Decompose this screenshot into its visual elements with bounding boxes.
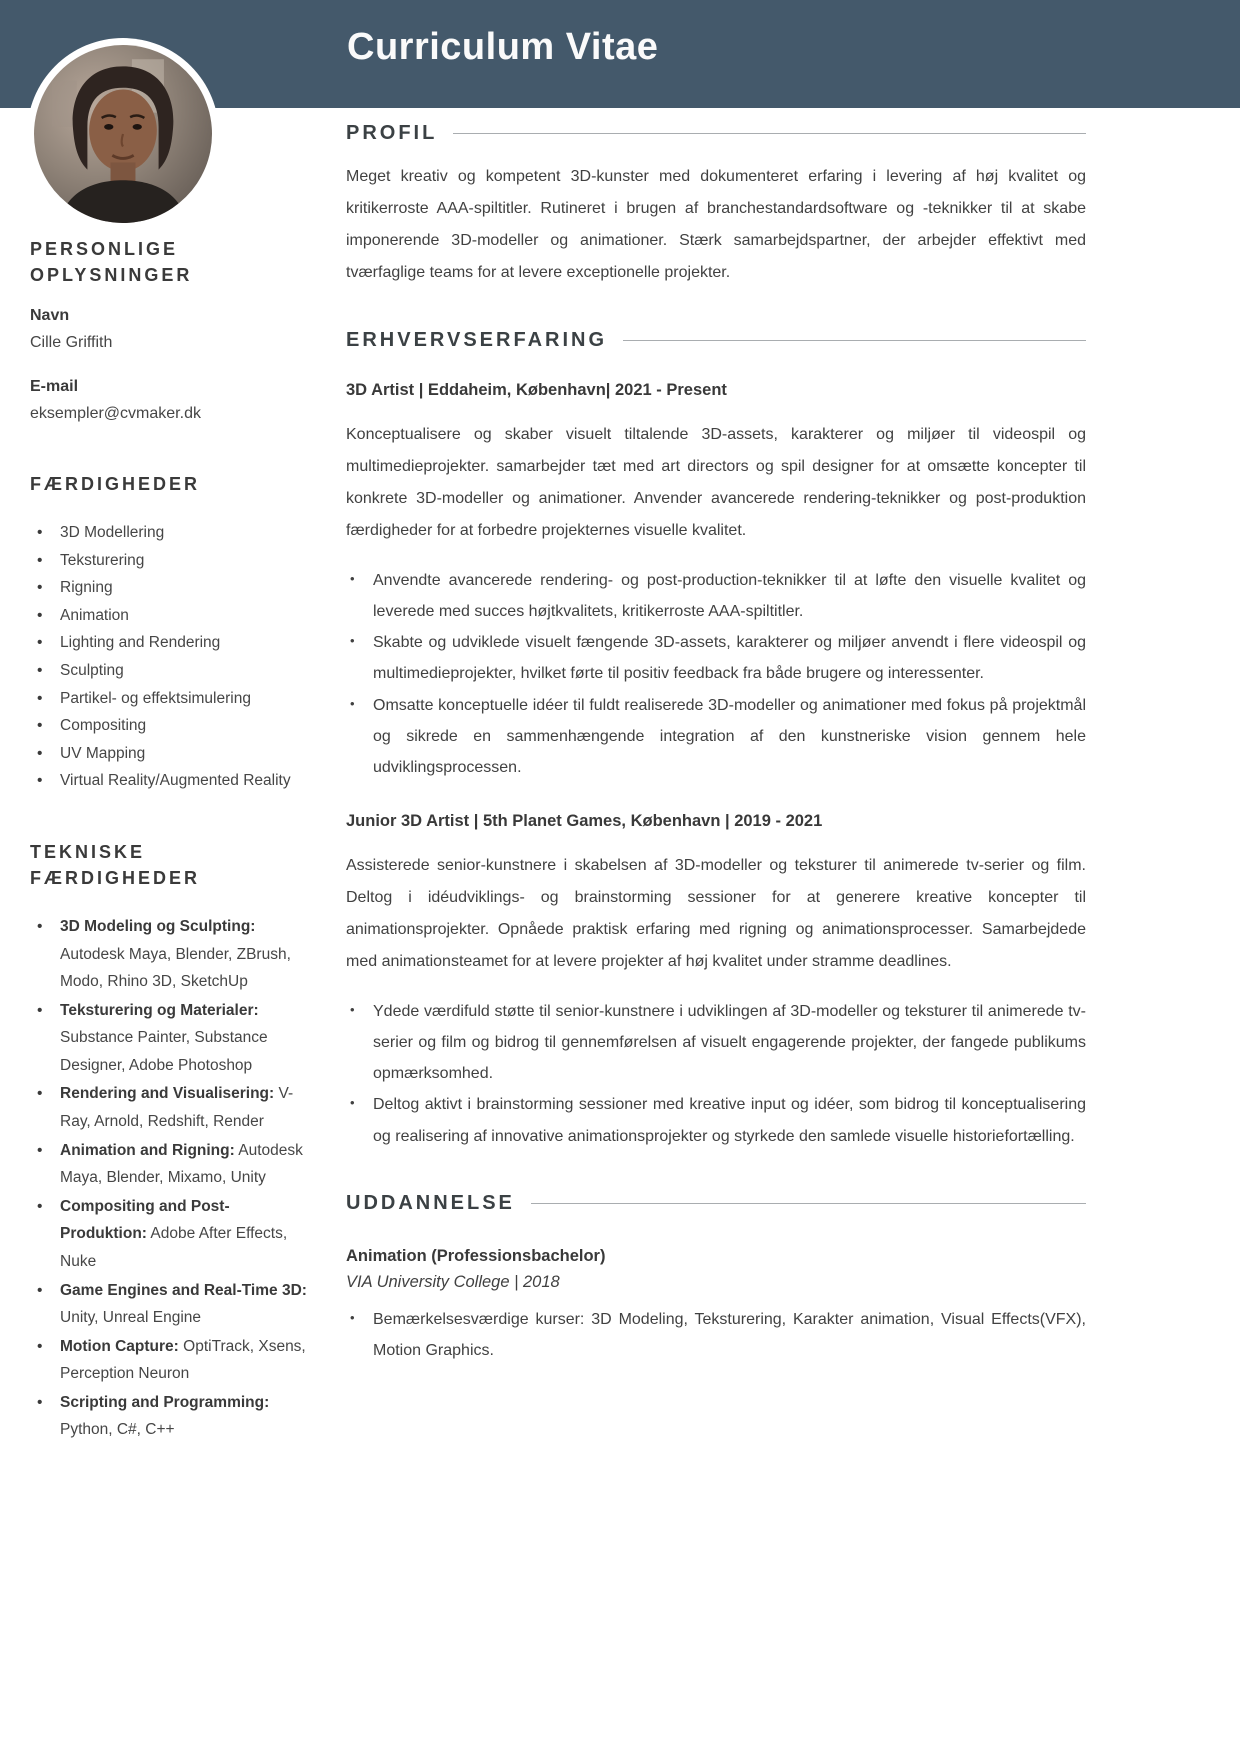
job-title: 3D Artist | Eddaheim, København| 2021 - Present xyxy=(346,381,727,399)
job-bullet-list xyxy=(346,565,1086,783)
tech-value: Substance Painter, Substance Designer, Adobe Photoshop xyxy=(60,1029,268,1074)
list-item xyxy=(30,1333,310,1388)
field-name-value: Cille Griffith xyxy=(30,334,113,352)
education-degree: Animation (Professionsbachelor) xyxy=(346,1246,606,1265)
profile-photo-image xyxy=(34,45,212,223)
skills-section xyxy=(30,471,310,795)
list-item xyxy=(30,1080,310,1135)
list-item: • Partikel- og effektsimulering xyxy=(30,685,310,713)
sidebar xyxy=(30,236,310,1445)
page-title: Curriculum Vitae xyxy=(347,26,659,68)
tech-value: V-Ray, Arnold, Redshift, Render xyxy=(60,1085,294,1131)
list-item: • Animation xyxy=(30,602,310,630)
tech-label: Teksturering og Materialer: xyxy=(60,1001,259,1019)
tech-label: 3D Modeling og Sculpting: xyxy=(60,918,256,935)
list-item xyxy=(30,1137,310,1192)
profile-text: Meget kreativ og kompetent 3D-kunster med dokumenteret erfaring i levering af høj kvalitet og kritikerroste AAA-spiltitler. Rutineret i brugen af branchestandardsoftware og -teknikker til at skabe imponerende 3D-modeller og animationer. Stærk samarbejdspartner, der arbejder effektivt med tværfaglige teams for at levere exceptionelle projekter. xyxy=(346,168,1086,281)
section-divider xyxy=(623,340,1086,341)
main-content xyxy=(346,122,1086,1366)
field-name xyxy=(30,302,310,356)
experience-section-header xyxy=(346,329,1086,352)
profile-photo xyxy=(27,38,219,230)
tech-label: Compositing and Post-Produktion: xyxy=(60,1197,230,1243)
job-summary: Konceptualisere og skaber visuelt tiltalende 3D-assets, karakterer og miljøer til videospil og multimedieprojekter. samarbejder tæt med art directors og spil designer for at omsætte koncepter til konkrete 3D-modeller og animationer. Anvender avancerede rendering-teknikker og post-produktion færdigheder for at forbedre projekternes visuelle kvalitet. xyxy=(346,425,1086,539)
tech-value: Autodesk Maya, Blender, ZBrush, Modo, Rhino 3D, SketchUp xyxy=(60,945,291,991)
section-divider xyxy=(531,1203,1086,1204)
personal-info-heading: PERSONLIGE OPLYSNINGER xyxy=(30,239,193,286)
technical-skills-heading: TEKNISKE FÆRDIGHEDER xyxy=(30,841,201,888)
skills-list xyxy=(30,519,310,795)
tech-label: Game Engines and Real-Time 3D: xyxy=(60,1281,307,1299)
list-item: • Virtual Reality/Augmented Reality xyxy=(30,767,310,795)
tech-label: Animation and Rigning: xyxy=(60,1141,235,1159)
job-title: Junior 3D Artist | 5th Planet Games, København | 2019 - 2021 xyxy=(346,812,823,831)
list-item xyxy=(30,913,310,996)
education-heading: UDDANNELSE xyxy=(346,1191,515,1214)
job-bullet: • Omsatte konceptuelle idéer til fuldt realiserede 3D-modeller og animationer med fokus på projektmål og sikrede en sammenhængende integration af den kunstneriske vision gennem hele udviklingsprocessen. xyxy=(346,690,1086,784)
education-section-header xyxy=(346,1192,1086,1215)
field-email-label: E-mail xyxy=(30,377,79,395)
job-summary: Assisterede senior-kunstnere i skabelsen af 3D-modeller og teksturer til animerede tv-serier og film. Deltog i idéudviklings- og brainstorming sessioner for at generere kreative koncepter til animationsprojekter. Opnåede praktisk erfaring med rigning og animationsprocesser. Samarbejdede med animationsteamet for at levere projekter af høj kvalitet under stramme deadlines. xyxy=(346,856,1086,970)
list-item: • Lighting and Rendering xyxy=(30,629,310,657)
job-bullet: • Skabte og udviklede visuelt fængende 3D-assets, karakterer og miljøer anvendt i flere videospil og multimedieprojekter, hvilket førte til positiv feedback fra både brugere og interessenter. xyxy=(346,627,1086,689)
field-name-label: Navn xyxy=(30,307,70,325)
education-bullet: • Bemærkelsesværdige kurser: 3D Modeling, Teksturering, Karakter animation, Visual Effects(VFX), Motion Graphics. xyxy=(346,1304,1086,1366)
profile-heading: PROFIL xyxy=(346,122,438,144)
tech-value: Unity, Unreal Engine xyxy=(60,1309,202,1327)
tech-value: Python, C#, C++ xyxy=(60,1421,175,1439)
tech-value: Adobe After Effects, Nuke xyxy=(60,1225,288,1270)
experience-heading: ERHVERVSERFARING xyxy=(346,329,608,351)
profile-section-header xyxy=(346,122,1086,145)
list-item: • Compositing xyxy=(30,712,310,740)
section-divider xyxy=(453,133,1086,134)
tech-value: Autodesk Maya, Blender, Mixamo, Unity xyxy=(60,1141,303,1187)
list-item xyxy=(30,997,310,1080)
list-item xyxy=(30,1277,310,1332)
list-item: • UV Mapping xyxy=(30,740,310,768)
job-bullet: • Ydede værdifuld støtte til senior-kunstnere i udviklingen af 3D-modeller og teksturer til animerede tv-serier og film og bidrog til gennemførelsen af visuelt engagerende projekter, der fangede publikums opmærksomhed. xyxy=(346,996,1086,1090)
list-item: • 3D Modellering xyxy=(30,519,310,547)
job-bullet: • Deltog aktivt i brainstorming sessioner med kreative input og idéer, som bidrog til konceptualisering og realisering af innovative animationsprojekter og styrkede den samlede visuelle historiefortælling. xyxy=(346,1089,1086,1151)
job-bullet: • Anvendte avancerede rendering- og post-production-teknikker til at løfte den visuelle kvalitet og leverede med succes højtkvalitets, kritikerroste AAA-spiltitler. xyxy=(346,565,1086,627)
field-email xyxy=(30,373,310,427)
list-item xyxy=(30,1193,310,1276)
technical-skills-list xyxy=(30,913,310,1444)
list-item: • Rigning xyxy=(30,574,310,602)
technical-skills-section xyxy=(30,839,310,1444)
tech-label: Motion Capture: xyxy=(60,1337,179,1355)
field-email-value: eksempler@cvmaker.dk xyxy=(30,404,201,422)
list-item xyxy=(30,1389,310,1444)
list-item: • Teksturering xyxy=(30,547,310,575)
skills-heading: FÆRDIGHEDER xyxy=(30,473,201,494)
tech-label: Rendering and Visualisering: xyxy=(60,1085,275,1103)
tech-value: OptiTrack, Xsens, Perception Neuron xyxy=(60,1337,306,1383)
education-school: VIA University College | 2018 xyxy=(346,1273,560,1292)
education-bullet-list xyxy=(346,1304,1086,1366)
list-item: • Sculpting xyxy=(30,657,310,685)
job-bullet-list xyxy=(346,996,1086,1152)
tech-label: Scripting and Programming: xyxy=(60,1393,270,1411)
